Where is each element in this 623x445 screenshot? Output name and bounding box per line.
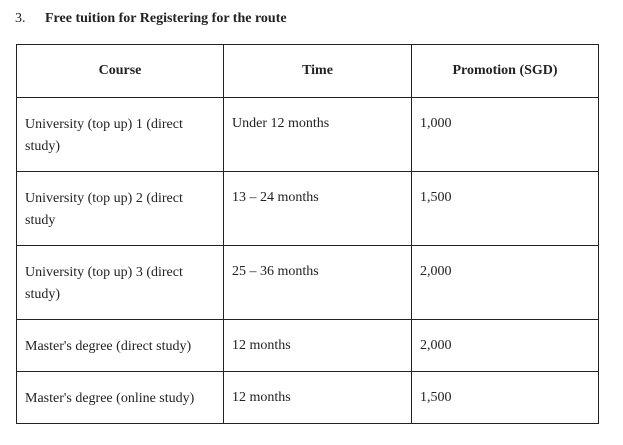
cell-promotion bbox=[412, 372, 599, 424]
course-text: Master's degree (online study) bbox=[25, 390, 195, 406]
table-row bbox=[17, 372, 599, 424]
course-text: Master's degree (direct study) bbox=[25, 338, 192, 354]
course-text: University (top up) 2 (direct study bbox=[25, 190, 183, 228]
promotion-text: 2,000 bbox=[420, 337, 452, 353]
table-row bbox=[17, 320, 599, 372]
time-text: 12 months bbox=[232, 389, 291, 405]
course-text: University (top up) 1 (direct study) bbox=[25, 116, 183, 154]
header-course: Course bbox=[17, 45, 224, 98]
cell-promotion bbox=[412, 98, 599, 172]
time-text: 12 months bbox=[232, 337, 291, 353]
course-text: University (top up) 3 (direct study) bbox=[25, 264, 183, 302]
cell-course bbox=[17, 372, 224, 424]
cell-course bbox=[17, 246, 224, 320]
table-row bbox=[17, 98, 599, 172]
promotion-text: 2,000 bbox=[420, 263, 452, 279]
cell-course bbox=[17, 98, 224, 172]
promotion-text: 1,000 bbox=[420, 115, 452, 131]
time-text: 13 – 24 months bbox=[232, 189, 319, 205]
cell-time bbox=[224, 372, 412, 424]
cell-time bbox=[224, 98, 412, 172]
time-text: Under 12 months bbox=[232, 115, 330, 131]
cell-course bbox=[17, 172, 224, 246]
promotion-text: 1,500 bbox=[420, 189, 452, 205]
header-time: Time bbox=[224, 45, 412, 98]
table-row bbox=[17, 246, 599, 320]
time-text: 25 – 36 months bbox=[232, 263, 319, 279]
cell-promotion bbox=[412, 172, 599, 246]
header-promotion: Promotion (SGD) bbox=[412, 45, 599, 98]
section-number: 3. bbox=[15, 11, 26, 26]
promotion-text: 1,500 bbox=[420, 389, 452, 405]
promotion-table bbox=[16, 44, 599, 424]
cell-promotion bbox=[412, 246, 599, 320]
cell-time bbox=[224, 172, 412, 246]
table-header-row bbox=[17, 45, 599, 98]
cell-time bbox=[224, 246, 412, 320]
cell-time bbox=[224, 320, 412, 372]
cell-course bbox=[17, 320, 224, 372]
section-heading bbox=[15, 10, 287, 28]
cell-promotion bbox=[412, 320, 599, 372]
section-title: Free tuition for Registering for the route bbox=[45, 11, 287, 26]
table-row bbox=[17, 172, 599, 246]
